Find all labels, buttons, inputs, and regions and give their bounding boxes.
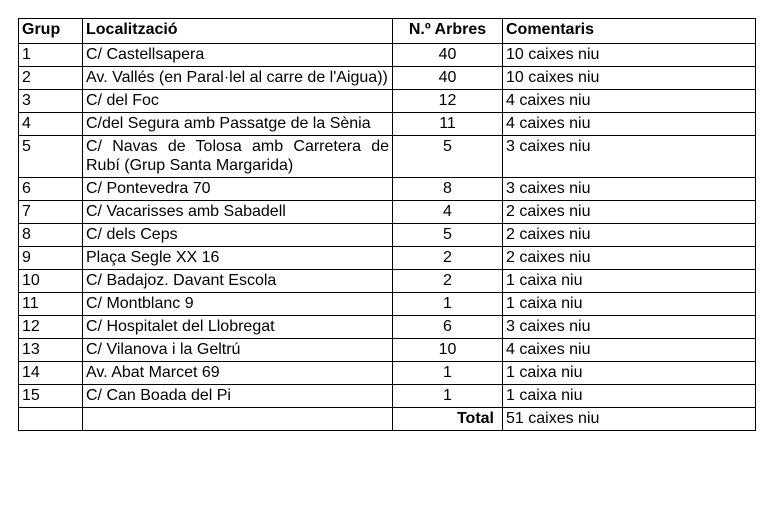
cell-grup: 2 [19, 67, 83, 90]
cell-arbres: 2 [393, 270, 503, 293]
total-comentaris: 51 caixes niu [503, 408, 756, 431]
cell-arbres: 1 [393, 293, 503, 316]
cell-localitzacio: C/ Castellsapera [83, 44, 393, 67]
cell-localitzacio: C/ Can Boada del Pi [83, 385, 393, 408]
cell-localitzacio: Av. Vallés (en Paral·lel al carre de l'Aigua)) [83, 67, 393, 90]
cell-comentaris: 1 caixa niu [503, 385, 756, 408]
cell-comentaris: 1 caixa niu [503, 270, 756, 293]
cell-arbres: 1 [393, 385, 503, 408]
table-row [19, 385, 756, 408]
trees-table [18, 18, 756, 431]
cell-arbres: 5 [393, 224, 503, 247]
table-row [19, 362, 756, 385]
table-total-row [19, 408, 756, 431]
cell-arbres: 12 [393, 90, 503, 113]
cell-arbres: 1 [393, 362, 503, 385]
cell-localitzacio: C/del Segura amb Passatge de la Sènia [83, 113, 393, 136]
cell-arbres: 10 [393, 339, 503, 362]
cell-localitzacio: C/ dels Ceps [83, 224, 393, 247]
cell-grup: 7 [19, 201, 83, 224]
table-row [19, 293, 756, 316]
cell-grup: 4 [19, 113, 83, 136]
table-row [19, 178, 756, 201]
table-row [19, 270, 756, 293]
cell-arbres: 11 [393, 113, 503, 136]
cell-localitzacio: C/ Vacarisses amb Sabadell [83, 201, 393, 224]
cell-comentaris: 3 caixes niu [503, 316, 756, 339]
cell-comentaris: 3 caixes niu [503, 178, 756, 201]
cell-localitzacio: C/ Badajoz. Davant Escola [83, 270, 393, 293]
document-page [18, 18, 756, 431]
cell-grup: 12 [19, 316, 83, 339]
total-empty-cell [19, 408, 83, 431]
table-row [19, 339, 756, 362]
cell-arbres: 2 [393, 247, 503, 270]
cell-arbres: 40 [393, 67, 503, 90]
table-row [19, 113, 756, 136]
cell-comentaris: 1 caixa niu [503, 293, 756, 316]
cell-grup: 8 [19, 224, 83, 247]
cell-grup: 6 [19, 178, 83, 201]
cell-comentaris: 2 caixes niu [503, 224, 756, 247]
cell-comentaris: 2 caixes niu [503, 247, 756, 270]
table-row [19, 224, 756, 247]
cell-comentaris: 3 caixes niu [503, 136, 756, 178]
cell-localitzacio: C/ Navas de Tolosa amb Carretera de Rubí (Grup Santa Margarida) [83, 136, 393, 178]
total-label: Total [393, 408, 503, 431]
cell-arbres: 40 [393, 44, 503, 67]
cell-comentaris: 2 caixes niu [503, 201, 756, 224]
cell-comentaris: 1 caixa niu [503, 362, 756, 385]
cell-localitzacio: C/ Hospitalet del Llobregat [83, 316, 393, 339]
table-row [19, 90, 756, 113]
cell-comentaris: 10 caixes niu [503, 67, 756, 90]
cell-comentaris: 10 caixes niu [503, 44, 756, 67]
cell-localitzacio: C/ Vilanova i la Geltrú [83, 339, 393, 362]
cell-arbres: 6 [393, 316, 503, 339]
table-row [19, 201, 756, 224]
table-row [19, 136, 756, 178]
table-row [19, 67, 756, 90]
header-comentaris: Comentaris [503, 19, 756, 44]
cell-comentaris: 4 caixes niu [503, 113, 756, 136]
table-row [19, 44, 756, 67]
cell-grup: 14 [19, 362, 83, 385]
cell-arbres: 4 [393, 201, 503, 224]
cell-grup: 11 [19, 293, 83, 316]
cell-localitzacio: C/ Montblanc 9 [83, 293, 393, 316]
table-row [19, 316, 756, 339]
cell-comentaris: 4 caixes niu [503, 90, 756, 113]
total-empty-cell [83, 408, 393, 431]
table-row [19, 247, 756, 270]
cell-localitzacio: Plaça Segle XX 16 [83, 247, 393, 270]
cell-arbres: 5 [393, 136, 503, 178]
header-localitzacio: Localització [83, 19, 393, 44]
cell-arbres: 8 [393, 178, 503, 201]
cell-localitzacio: C/ del Foc [83, 90, 393, 113]
cell-grup: 1 [19, 44, 83, 67]
cell-grup: 9 [19, 247, 83, 270]
cell-localitzacio: Av. Abat Marcet 69 [83, 362, 393, 385]
cell-comentaris: 4 caixes niu [503, 339, 756, 362]
cell-grup: 5 [19, 136, 83, 178]
cell-grup: 3 [19, 90, 83, 113]
table-header-row [19, 19, 756, 44]
cell-grup: 10 [19, 270, 83, 293]
header-arbres: N.º Arbres [393, 19, 503, 44]
cell-localitzacio: C/ Pontevedra 70 [83, 178, 393, 201]
cell-grup: 13 [19, 339, 83, 362]
header-grup: Grup [19, 19, 83, 44]
cell-grup: 15 [19, 385, 83, 408]
